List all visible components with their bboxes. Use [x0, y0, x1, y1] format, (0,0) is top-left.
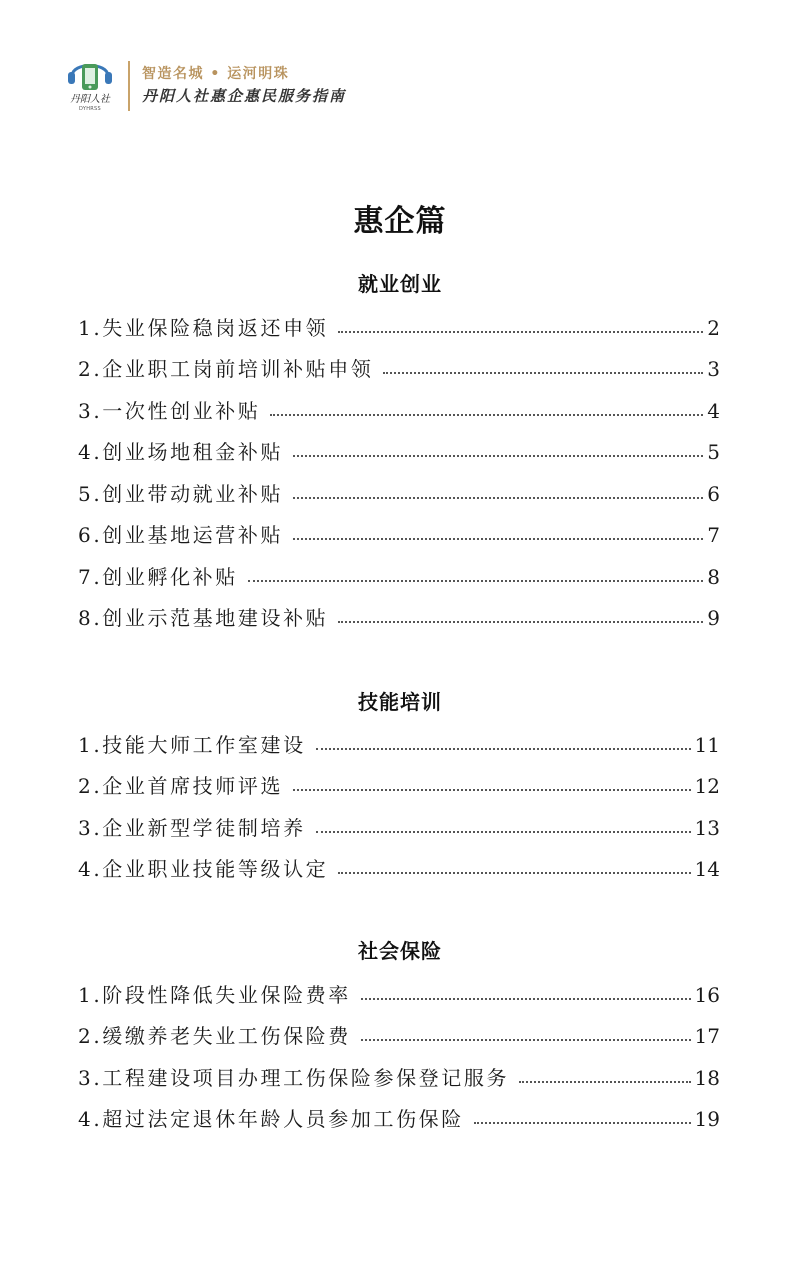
toc-entry-label: 8.创业示范基地建设补贴 [78, 606, 329, 630]
dot-leader [383, 372, 703, 374]
toc-entry-page: 4 [707, 398, 720, 423]
toc-entry-label: 4.超过法定退休年龄人员参加工伤保险 [78, 1107, 464, 1131]
dot-leader [316, 831, 691, 833]
dot-leader [316, 748, 691, 750]
dot-leader [248, 580, 703, 582]
toc-entry-page: 5 [707, 440, 720, 464]
toc-entry-page: 2 [707, 315, 720, 340]
toc-entry-page: 13 [694, 815, 720, 840]
toc-entry-page: 11 [694, 732, 720, 757]
toc-list-employment [78, 299, 720, 631]
toc-entry-page: 7 [707, 523, 720, 547]
dot-leader [338, 331, 703, 333]
toc-entry[interactable] [78, 548, 720, 590]
toc-entry-label: 4.企业职业技能等级认定 [78, 857, 329, 881]
section-title-social-insurance: 社会保险 [358, 939, 442, 963]
toc-entry-page: 3 [707, 357, 720, 381]
toc-entry[interactable] [78, 1049, 720, 1091]
toc-entry-page: 17 [694, 1024, 720, 1048]
toc-entry-label: 3.一次性创业补贴 [78, 398, 261, 423]
toc-entry[interactable] [78, 1091, 720, 1133]
header-divider [128, 61, 130, 111]
toc-entry-page: 8 [707, 564, 720, 589]
dot-leader [361, 998, 691, 1000]
toc-entry[interactable] [78, 716, 720, 758]
dot-leader [361, 1039, 691, 1041]
section-title-skills-training: 技能培训 [358, 690, 442, 714]
toc-entry[interactable] [78, 966, 720, 1008]
header-subtitle: 丹阳人社惠企惠民服务指南 [142, 87, 347, 105]
toc-entry-page: 14 [694, 857, 720, 881]
dot-leader [338, 872, 690, 874]
toc-list-skills-training [78, 716, 720, 882]
toc-entry-page: 19 [694, 1107, 720, 1131]
toc-entry-label: 6.创业基地运营补贴 [78, 523, 284, 547]
toc-entry-label: 2.缓缴养老失业工伤保险费 [78, 1024, 351, 1048]
toc-entry-label: 3.工程建设项目办理工伤保险参保登记服务 [78, 1065, 510, 1090]
toc-entry-label: 1.阶段性降低失业保险费率 [78, 982, 351, 1007]
toc-entry-label: 2.企业首席技师评选 [78, 774, 284, 798]
dyhrss-logo [62, 54, 118, 118]
toc-entry[interactable] [78, 465, 720, 507]
toc-entry[interactable] [78, 382, 720, 424]
page-title: 惠企篇 [353, 204, 447, 239]
toc-entry-page: 12 [694, 774, 720, 798]
dot-leader [474, 1122, 691, 1124]
page-header [62, 54, 346, 118]
toc-entry-page: 9 [707, 606, 720, 630]
toc-entry[interactable] [78, 341, 720, 383]
toc-entry[interactable] [78, 1008, 720, 1050]
toc-entry-label: 7.创业孵化补贴 [78, 564, 238, 589]
logo-subtext: DYHRSS [78, 106, 101, 112]
toc-entry[interactable] [78, 299, 720, 341]
toc-entry-label: 2.企业职工岗前培训补贴申领 [78, 357, 374, 381]
toc-entry[interactable] [78, 424, 720, 466]
section-title-employment: 就业创业 [358, 272, 442, 296]
toc-entry[interactable] [78, 507, 720, 549]
toc-entry-page: 6 [707, 481, 720, 506]
header-slogan: 智造名城 • 运河明珠 [142, 66, 290, 82]
logo-text: 丹阳人社 [70, 94, 110, 105]
dot-leader [293, 789, 690, 791]
dot-leader [270, 414, 703, 416]
dot-leader [293, 497, 703, 499]
toc-entry[interactable] [78, 841, 720, 883]
toc-entry-label: 4.创业场地租金补贴 [78, 440, 284, 464]
toc-entry[interactable] [78, 758, 720, 800]
dot-leader [293, 455, 703, 457]
header-text [142, 64, 346, 108]
toc-entry-label: 1.失业保险稳岗返还申领 [78, 315, 329, 340]
dot-leader [293, 538, 703, 540]
toc-entry-label: 5.创业带动就业补贴 [78, 481, 284, 506]
toc-entry-page: 18 [694, 1065, 720, 1090]
dot-leader [338, 621, 703, 623]
phone-headset-logo-icon [62, 54, 118, 94]
dot-leader [519, 1081, 690, 1083]
toc-entry-page: 16 [694, 982, 720, 1007]
toc-entry-label: 1.技能大师工作室建设 [78, 732, 306, 757]
toc-entry[interactable] [78, 799, 720, 841]
toc-entry-label: 3.企业新型学徒制培养 [78, 815, 306, 840]
toc-entry[interactable] [78, 590, 720, 632]
toc-list-social-insurance [78, 966, 720, 1132]
